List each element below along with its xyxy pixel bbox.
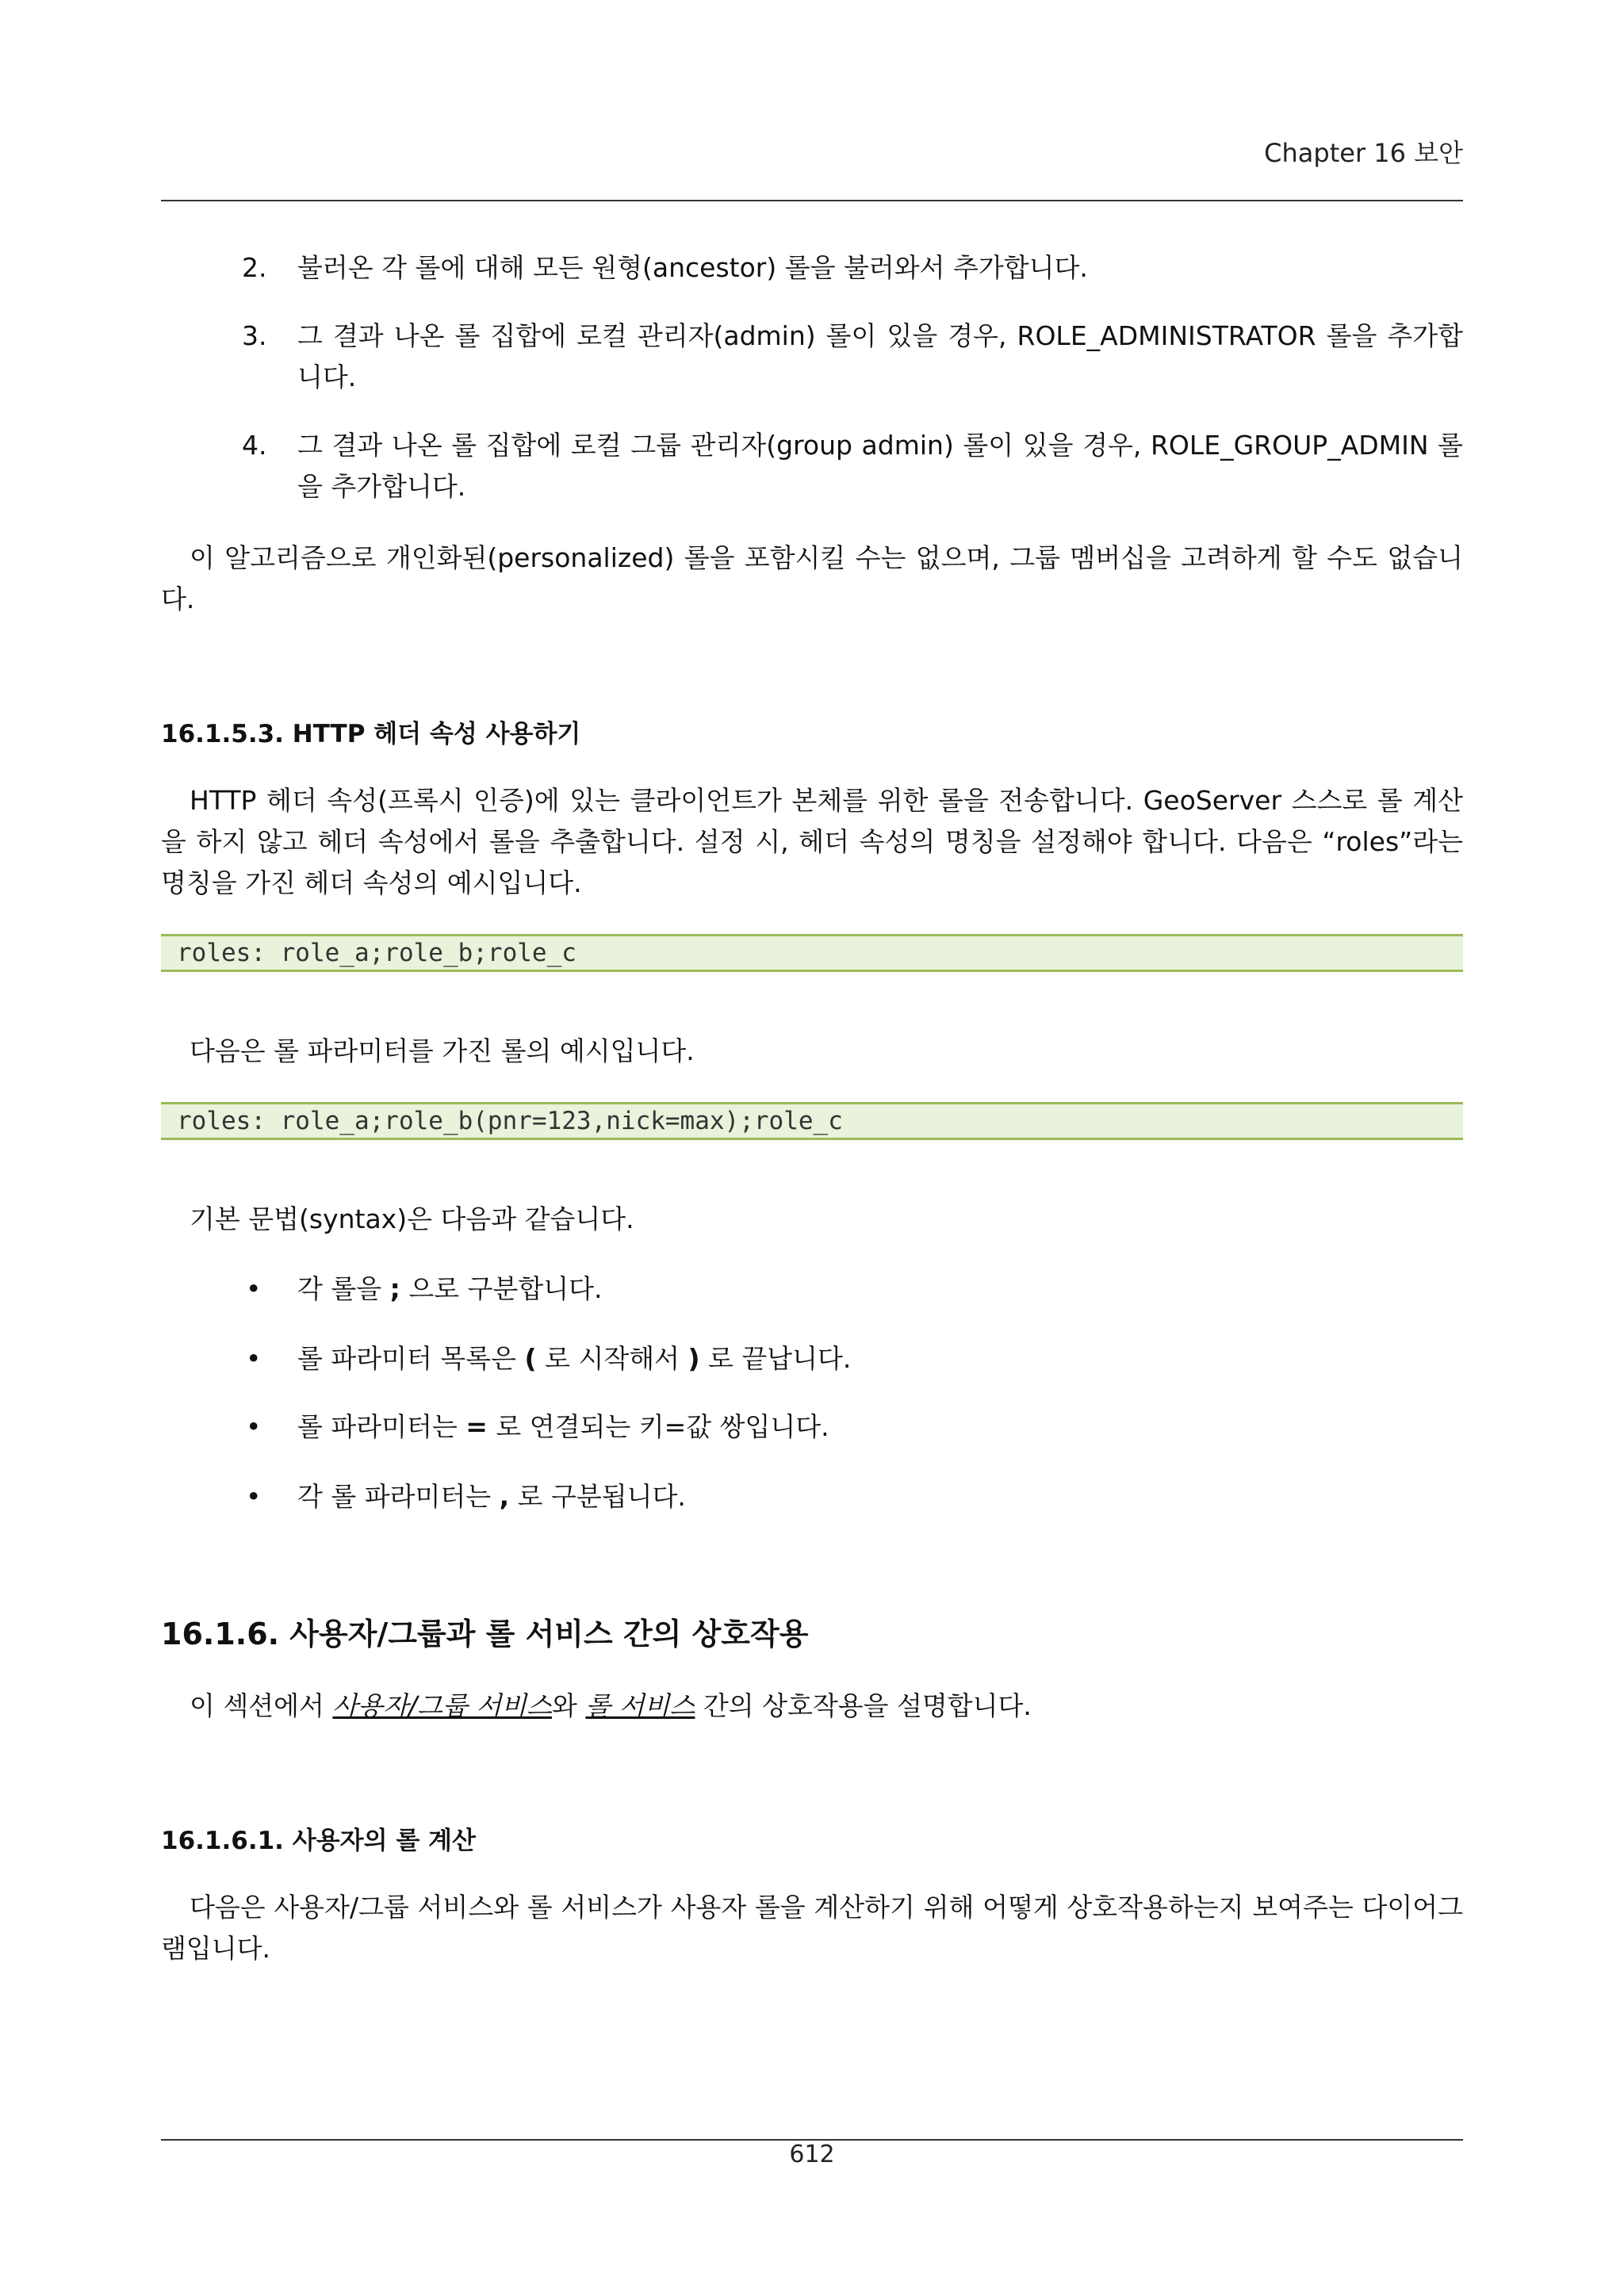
paragraph-text: 이 섹션에서: [190, 1690, 333, 1721]
code-text: roles: role_a;role_b(pnr=123,nick=max);role_c: [177, 1107, 843, 1135]
bullet-operator: ): [688, 1343, 700, 1374]
code-text: roles: role_a;role_b;role_c: [177, 939, 576, 967]
bullet-dot: •: [246, 1481, 262, 1512]
bullet-text: 로 끝납니다.: [699, 1343, 852, 1374]
bullet-operator: ,: [499, 1481, 510, 1512]
step-item: [242, 425, 1463, 507]
section-heading-interaction: 16.1.6. 사용자/그룹과 롤 서비스 간의 상호작용: [161, 1617, 809, 1651]
code-block-role-params: [161, 1102, 1463, 1140]
syntax-intro-paragraph: 기본 문법(syntax)은 다음과 같습니다.: [190, 1203, 634, 1234]
link-role-service[interactable]: 롤 서비스: [585, 1690, 695, 1721]
section-heading-role-calc: 16.1.6.1. 사용자의 롤 계산: [161, 1827, 476, 1855]
bullet-operator: (: [524, 1343, 537, 1374]
page-number: 612: [789, 2141, 835, 2168]
role-calc-paragraph: 다음은 사용자/그룹 서비스와 롤 서비스가 사용자 롤을 계산하기 위해 어떻게 상호작용하는지 보여주는 다이어그램입니다.: [161, 1892, 1463, 1964]
bullet-item: [246, 1338, 851, 1380]
bullet-text: 로 시작해서: [536, 1343, 688, 1374]
bullet-dot: •: [246, 1273, 262, 1304]
step-number: 2.: [242, 252, 267, 283]
paragraph-text: 간의 상호작용을 설명합니다.: [695, 1690, 1032, 1721]
bullet-text: 롤 파라미터 목록은: [297, 1343, 525, 1374]
step-item: [242, 247, 1463, 289]
bullet-text: 로 연결되는 키=값 쌍입니다.: [487, 1411, 829, 1442]
code-block-roles: [161, 934, 1463, 972]
step-text: 그 결과 나온 롤 집합에 로컬 관리자(admin) 롤이 있을 경우, ROLE_ADMINISTRATOR 롤을 추가합니다.: [297, 320, 1463, 392]
section-heading-http: 16.1.5.3. HTTP 헤더 속성 사용하기: [161, 720, 581, 748]
bullet-item: [246, 1406, 829, 1448]
bullet-text: 각 롤 파라미터는: [297, 1481, 500, 1512]
http-intro-paragraph: HTTP 헤더 속성(프록시 인증)에 있는 클라이언트가 본체를 위한 롤을 전송합니다. GeoServer 스스로 롤 계산을 하지 않고 헤더 속성에서 롤을 추출합니다. 설정 시, 헤더 속성의 명칭을 설정해야 합니다. 다음은 “roles”라는 명칭을 가진 헤더 속성의 예시입니다.: [161, 785, 1463, 898]
bullet-text: 로 구분됩니다.: [509, 1481, 686, 1512]
link-user-group-service[interactable]: 사용자/그룹 서비스: [332, 1690, 553, 1721]
step-text: 불러온 각 롤에 대해 모든 원형(ancestor) 롤을 불러와서 추가합니다.: [297, 252, 1088, 283]
bullet-text: 각 롤을: [297, 1273, 390, 1304]
paragraph-text: 와: [552, 1690, 586, 1721]
params-paragraph: 다음은 롤 파라미터를 가진 롤의 예시입니다.: [190, 1035, 695, 1066]
step-number: 3.: [242, 320, 267, 351]
algorithm-paragraph: 이 알고리즘으로 개인화된(personalized) 롤을 포함시킬 수는 없으며, 그룹 멤버십을 고려하게 할 수도 없습니다.: [161, 542, 1463, 614]
bullet-operator: =: [465, 1411, 488, 1442]
bullet-dot: •: [246, 1411, 262, 1442]
step-number: 4.: [242, 430, 267, 461]
bullet-item: [246, 1476, 686, 1517]
interaction-paragraph: [161, 1686, 1463, 1727]
page-header: Chapter 16 보안: [1264, 138, 1463, 168]
bullet-text: 으로 구분합니다.: [400, 1273, 603, 1304]
step-text: 그 결과 나온 롤 집합에 로컬 그룹 관리자(group admin) 롤이 있을 경우, ROLE_GROUP_ADMIN 롤을 추가합니다.: [297, 430, 1463, 502]
bullet-dot: •: [246, 1343, 262, 1374]
bullet-text: 롤 파라미터는: [297, 1411, 466, 1442]
header-rule: [161, 200, 1463, 201]
bullet-operator: ;: [389, 1273, 400, 1304]
bullet-item: [246, 1269, 602, 1310]
step-item: [242, 316, 1463, 398]
